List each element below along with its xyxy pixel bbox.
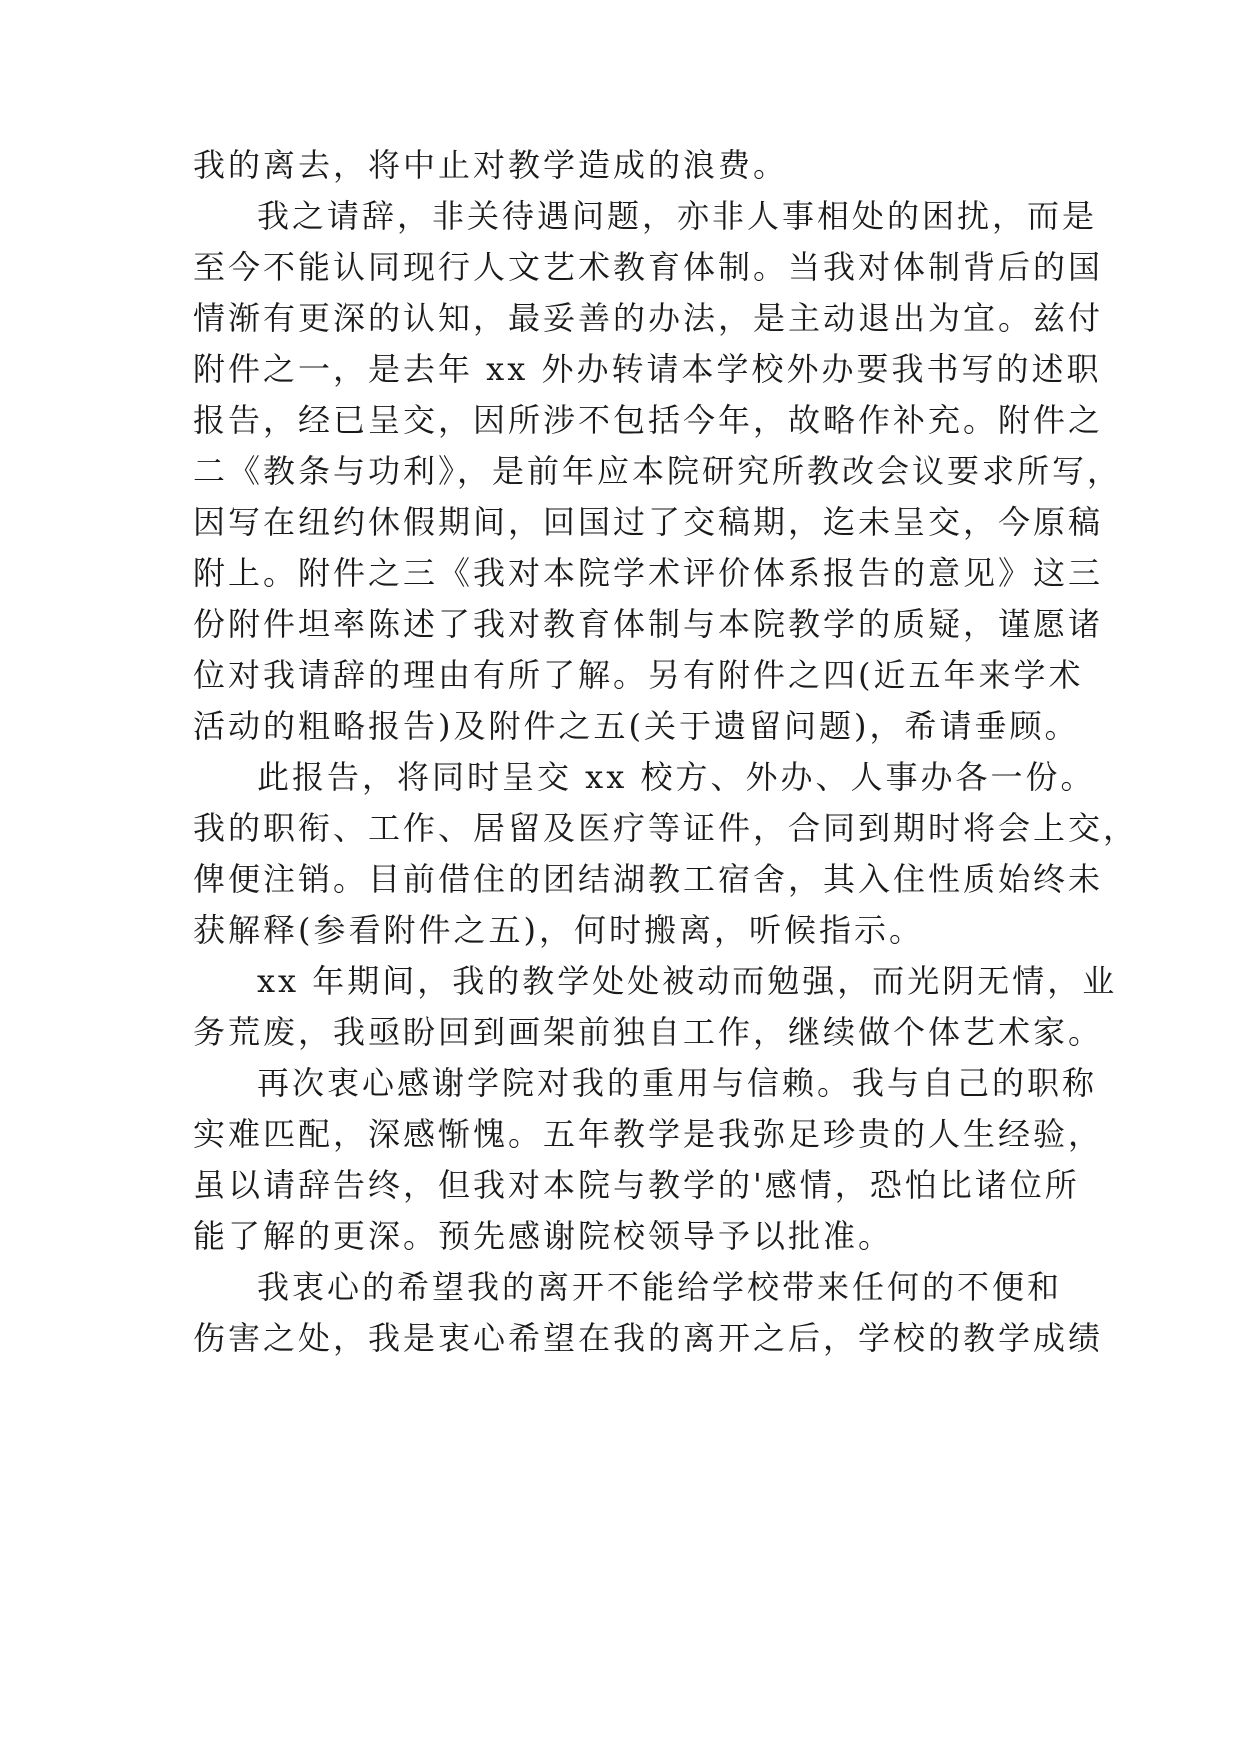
paragraph-first-line: xx 年期间，我的教学处处被动而勉强，而光阴无情，业	[257, 962, 1118, 1000]
text-line: 获解释(参看附件之五)，何时搬离，听候指示。	[193, 911, 924, 949]
paragraph-first-line: 再次衷心感谢学院对我的重用与信赖。我与自己的职称	[257, 1064, 1098, 1102]
text-line: 活动的粗略报告)及附件之五(关于遗留问题)，希请垂顾。	[193, 707, 1080, 745]
text-line: 附上。附件之三《我对本院学术评价体系报告的意见》这三	[193, 554, 1104, 592]
text-line: 附件之一，是去年 xx 外办转请本学校外办要我书写的述职	[193, 350, 1102, 388]
text-line: 情渐有更深的认知，最妥善的办法，是主动退出为宜。兹付	[193, 299, 1104, 337]
text-line: 伤害之处，我是衷心希望在我的离开之后，学校的教学成绩	[193, 1319, 1104, 1357]
text-line: 能了解的更深。预先感谢院校领导予以批准。	[193, 1217, 894, 1255]
text-line: 至今不能认同现行人文艺术教育体制。当我对体制背后的国	[193, 248, 1104, 286]
text-line: 位对我请辞的理由有所了解。另有附件之四(近五年来学术	[193, 656, 1084, 694]
paragraph-first-line: 我之请辞，非关待遇问题，亦非人事相处的困扰，而是	[257, 197, 1098, 235]
text-line: 我的离去，将中止对教学造成的浪费。	[193, 146, 789, 184]
text-line: 实难匹配，深感惭愧。五年教学是我弥足珍贵的人生经验，	[193, 1115, 1104, 1153]
text-line: 因写在纽约休假期间，回国过了交稿期，迄未呈交，今原稿	[193, 503, 1104, 541]
text-line: 报告，经已呈交，因所涉不包括今年，故略作补充。附件之	[193, 401, 1104, 439]
text-line: 二《教条与功利》，是前年应本院研究所教改会议要求所写，	[193, 452, 1123, 490]
text-line: 虽以请辞告终，但我对本院与教学的'感情，恐怕比诸位所	[193, 1166, 1080, 1204]
paragraph-first-line: 此报告，将同时呈交 xx 校方、外办、人事办各一份。	[257, 758, 1096, 796]
text-line: 俾便注销。目前借住的团结湖教工宿舍，其入住性质始终未	[193, 860, 1104, 898]
paragraph-first-line: 我衷心的希望我的离开不能给学校带来任何的不便和	[257, 1268, 1063, 1306]
text-line: 务荒废，我亟盼回到画架前独自工作，继续做个体艺术家。	[193, 1013, 1104, 1051]
text-line: 份附件坦率陈述了我对教育体制与本院教学的质疑，谨愿诸	[193, 605, 1104, 643]
text-line: 我的职衔、工作、居留及医疗等证件，合同到期时将会上交，	[193, 809, 1139, 847]
